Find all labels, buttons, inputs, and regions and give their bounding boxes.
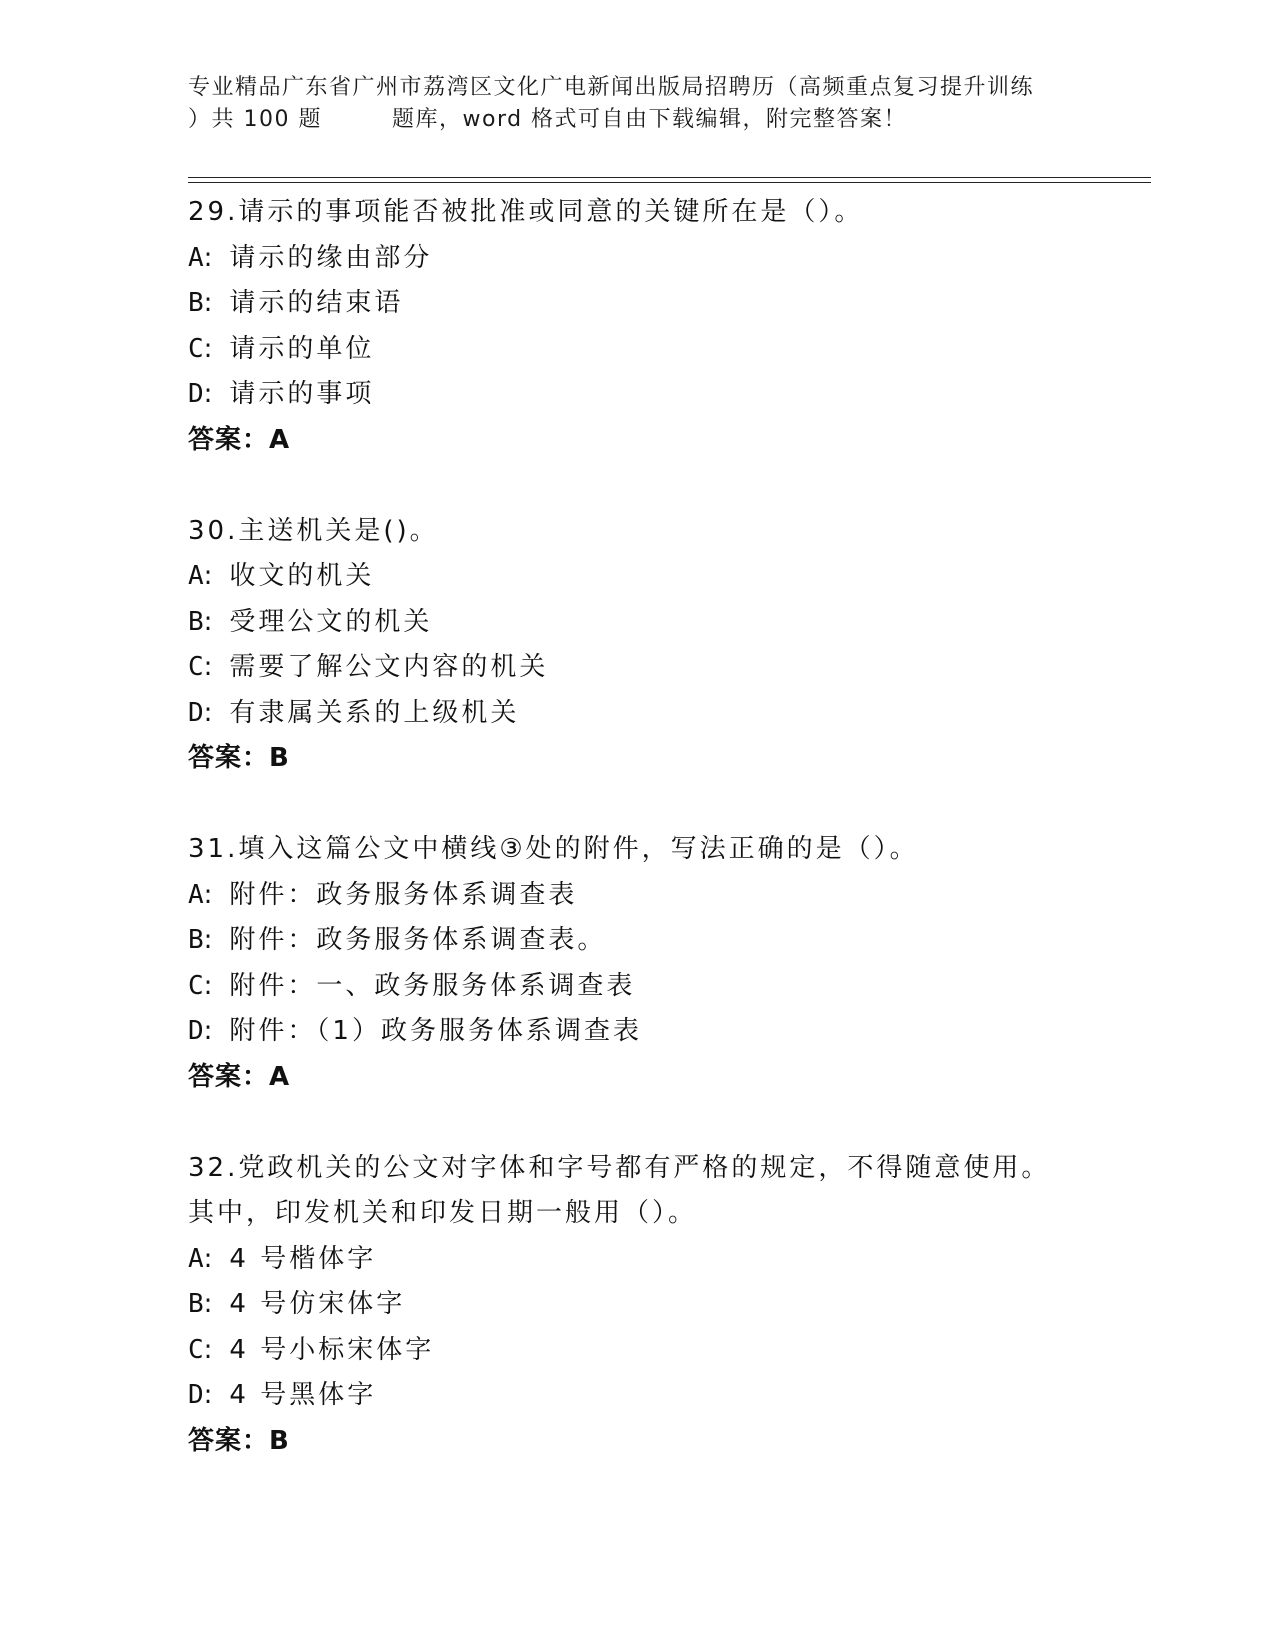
option-letter: C [188, 652, 204, 682]
answer-line: 答案：A [188, 424, 291, 455]
option-letter: B [188, 606, 204, 637]
question-32 [188, 1146, 1088, 1464]
question-stem: 31.填入这篇公文中横线③处的附件，写法正确的是（）。 [188, 834, 919, 864]
question-31 [188, 827, 1088, 1100]
option-text: 收文的机关 [229, 561, 375, 591]
option-d: D: 附件：（1）政务服务体系调查表 [188, 1016, 642, 1046]
option-text: 受理公文的机关 [229, 606, 433, 637]
option-d: D: 请示的事项 [188, 379, 375, 409]
header-line-2-a: ）共 100 题 [188, 107, 322, 132]
option-text: 4 号黑体字 [229, 1380, 377, 1410]
option-letter: D [188, 1380, 204, 1410]
option-b: B: 请示的结束语 [188, 288, 404, 318]
option-a: A: 4 号楷体字 [188, 1243, 377, 1274]
question-stem: 30.主送机关是()。 [188, 515, 439, 546]
option-b: B: 受理公文的机关 [188, 606, 433, 637]
header-line-2-b: 题库，word 格式可自由下载编辑，附完整答案！ [391, 107, 908, 132]
option-letter: B [188, 1289, 204, 1319]
option-letter: A [188, 1243, 204, 1274]
option-text: 附件：政务服务体系调查表 [229, 879, 578, 910]
option-text: 请示的单位 [229, 333, 375, 364]
option-b: B: 4 号仿宋体字 [188, 1289, 406, 1319]
option-text: 请示的缘由部分 [229, 242, 433, 273]
option-text: 4 号楷体字 [229, 1243, 377, 1274]
question-stem: 29.请示的事项能否被批准或同意的关键所在是（）。 [188, 197, 864, 227]
option-a: A: 收文的机关 [188, 561, 375, 591]
option-c: C: 请示的单位 [188, 333, 375, 364]
question-29 [188, 190, 1088, 463]
option-text: 附件：政务服务体系调查表。 [229, 925, 607, 955]
option-letter: A [188, 561, 204, 591]
option-c: C: 4 号小标宋体字 [188, 1334, 435, 1365]
header-divider-bottom [188, 182, 1151, 183]
option-c: C: 需要了解公文内容的机关 [188, 652, 549, 682]
option-text: 请示的事项 [229, 379, 375, 409]
question-list [188, 190, 1088, 1510]
option-letter: D [188, 1016, 204, 1046]
option-d: D: 4 号黑体字 [188, 1380, 377, 1410]
answer-line: 答案：B [188, 1425, 290, 1456]
option-text: 附件：（1）政务服务体系调查表 [229, 1016, 642, 1046]
option-letter: D [188, 379, 204, 409]
option-letter: C [188, 1334, 204, 1365]
option-text: 4 号小标宋体字 [229, 1334, 435, 1365]
answer-line: 答案：A [188, 1061, 291, 1092]
option-letter: A [188, 879, 204, 910]
header-line-1: 专业精品广东省广州市荔湾区文化广电新闻出版局招聘历（高频重点复习提升训练 [188, 75, 1035, 100]
option-a: A: 附件：政务服务体系调查表 [188, 879, 578, 910]
header-divider-top [188, 177, 1151, 178]
option-b: B: 附件：政务服务体系调查表。 [188, 925, 607, 955]
question-stem: 32.党政机关的公文对字体和字号都有严格的规定，不得随意使用。其中，印发机关和印发日期一般用（）。 [188, 1152, 1051, 1228]
option-text: 附件：一、政务服务体系调查表 [229, 970, 636, 1001]
option-letter: A [188, 242, 204, 273]
question-30 [188, 509, 1088, 782]
option-letter: C [188, 333, 204, 364]
option-letter: C [188, 970, 204, 1001]
option-c: C: 附件：一、政务服务体系调查表 [188, 970, 636, 1001]
option-letter: D [188, 697, 204, 728]
answer-line: 答案：B [188, 743, 290, 773]
option-letter: B [188, 288, 204, 318]
header-line-2 [188, 104, 1108, 136]
option-text: 请示的结束语 [229, 288, 404, 318]
document-header [188, 72, 1108, 136]
option-d: D: 有隶属关系的上级机关 [188, 697, 520, 728]
option-a: A: 请示的缘由部分 [188, 242, 433, 273]
option-text: 有隶属关系的上级机关 [229, 697, 520, 728]
option-text: 4 号仿宋体字 [229, 1289, 406, 1319]
option-text: 需要了解公文内容的机关 [229, 652, 549, 682]
option-letter: B [188, 925, 204, 955]
